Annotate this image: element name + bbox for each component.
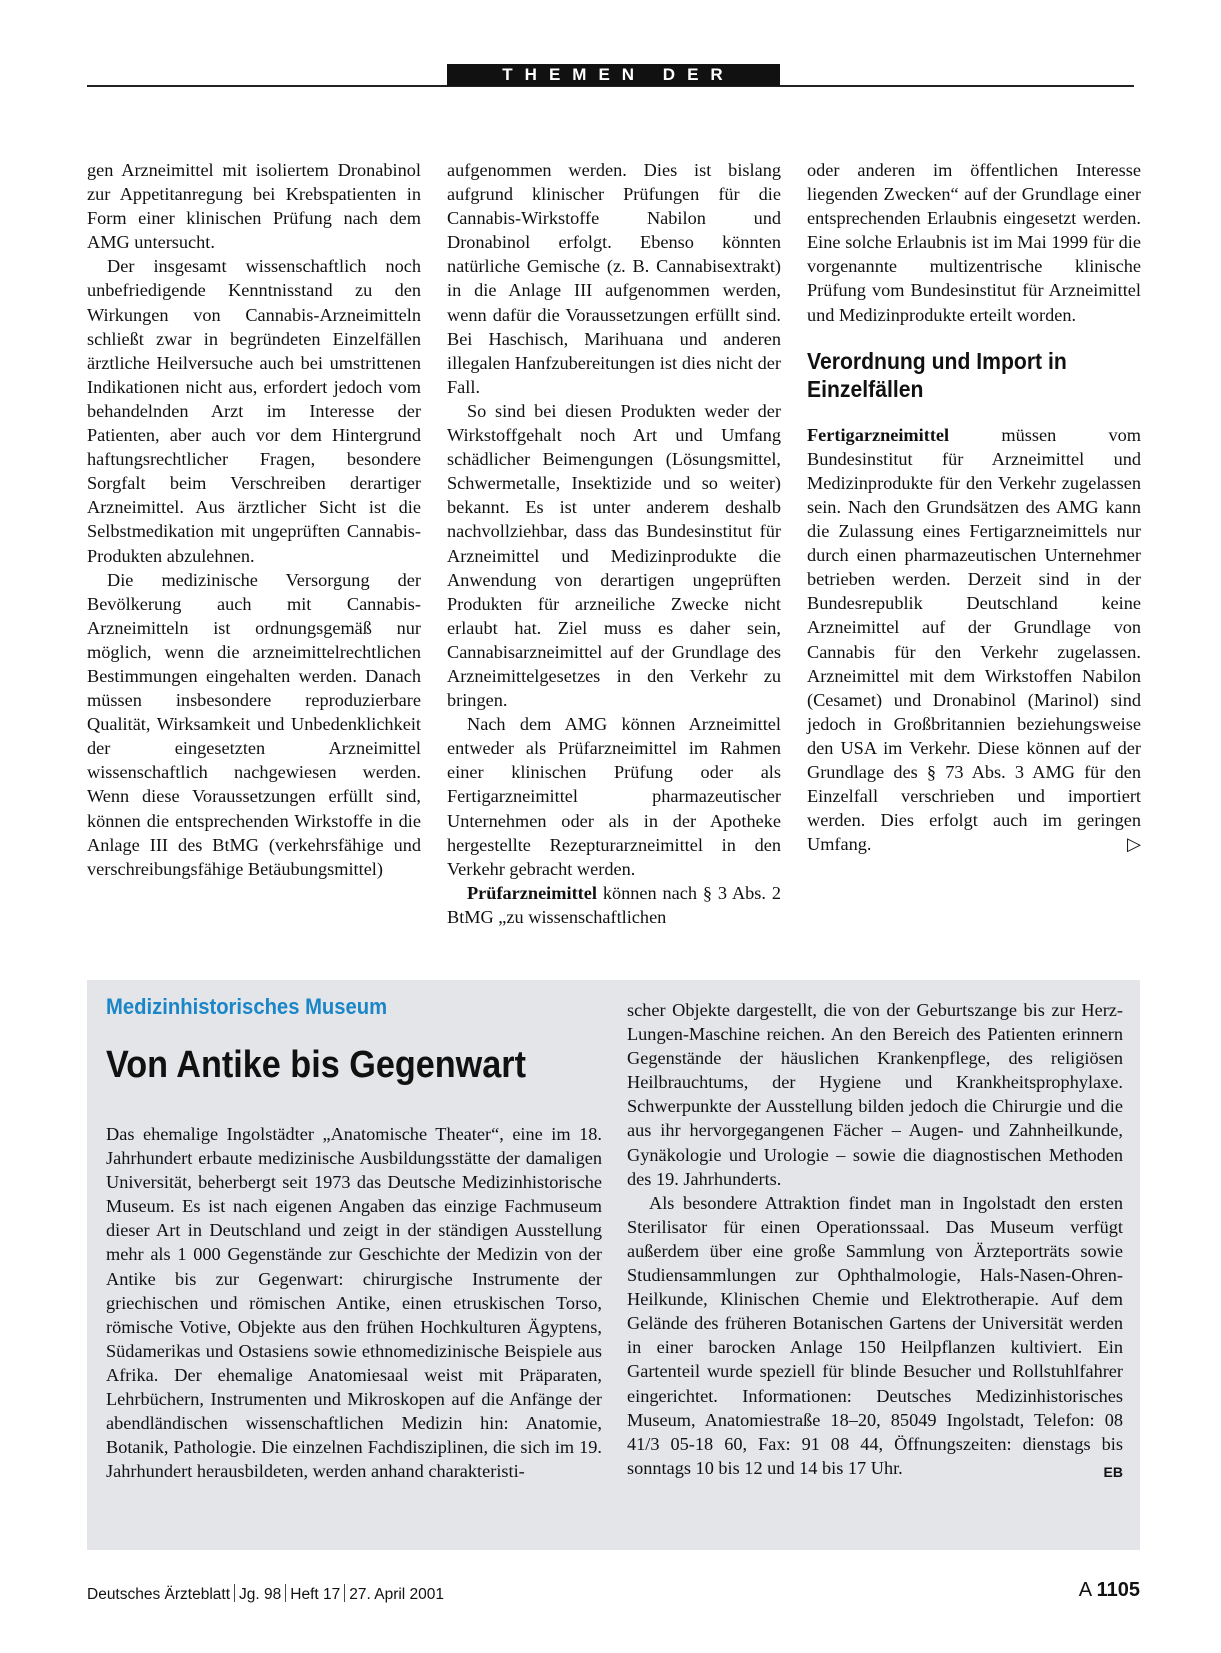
divider — [234, 1584, 235, 1602]
page-number-value: 1105 — [1096, 1579, 1140, 1601]
issue: Heft 17 — [290, 1586, 341, 1603]
box-column-1 — [106, 1122, 602, 1483]
divider — [285, 1584, 286, 1602]
continue-arrow-icon: ▷ — [1126, 834, 1141, 855]
page-prefix: A — [1078, 1579, 1092, 1601]
box-column-2 — [627, 998, 1123, 1484]
section-label: THEMEN DER ZEIT — [447, 64, 780, 86]
paragraph: So sind bei diesen Produkten weder der Wirkstoffgehalt noch Art und Umfang schädlicher Beimengungen (Lösungsmittel, Schwermetalle, Insektizide und so weiter) bekannt. Es ist unter anderem deshalb nachvollziehbar, dass das Bundesinstitut für Arzneimittel und Medizinprodukte die Anwendung von derartigen ungeprüften Produkten für arzneiliche Zwecke nicht erlaubt hat. Ziel muss es daher sein, Cannabisarzneimittel auf der Grundlage des Arzneimittelgesetzes in den Verkehr zu bringen. — [447, 400, 781, 711]
paragraph-text: Als besondere Attraktion findet man in Ingolstadt den ersten Sterilisator für einen Operationssaal. Das Museum verfügt außerdem über eine große Sammlung von Ärzteporträts sowie Studiensammlungen zur Ophthalmologie, Hals-Nasen-Ohren-Heilkunde, Klinischen Chemie und Elektrotherapie. Auf dem Gelände des früheren Botanischen Gartens der Universität werden in einer barocken Anlage 150 Heilpflanzen kultiviert. Ein Gartenteil wurde speziell für blinde Besucher und Rollstuhlfahrer eingerichtet. Informationen: Deutsches Medizinhistorisches Museum, Anatomiestraße 18–20, 85049 Ingolstadt, Telefon: 08 41/3 05-18 60, Fax: 91 08 44, Öffnungszeiten: dienstags bis sonntags 10 bis 12 und 14 bis 17 Uhr. — [627, 1192, 1123, 1478]
subheading: Verordnung und Import in Einzelfällen — [807, 347, 1067, 402]
paragraph: scher Objekte dargestellt, die von der Geburtszange bis zur Herz-Lungen-Maschine reichen. An den Bereich des Patienten erinnern Gegenstände der häuslichen Krankenpflege, des religiösen Heilbrauchtums, der Hygiene und Krankheitsprophylaxe. Schwerpunkte der Ausstellung bilden jedoch die Chirurgie und die aus ihr hervorgegangenen Fächer – Augen- und Zahnheilkunde, Gynäkologie und Urologie – sowie die diagnostischen Methoden des 19. Jahrhunderts. — [627, 1000, 1123, 1189]
paragraph: gen Arzneimittel mit isoliertem Dronabinol zur Appetitanregung bei Krebspatienten in Form einer klinischen Prüfung nach dem AMG untersucht. — [87, 160, 421, 253]
footer — [87, 1584, 444, 1604]
paragraph: aufgenommen werden. Dies ist bislang aufgrund klinischer Prüfungen für die Cannabis-Wirkstoffe Nabilon und Dronabinol erfolgt. Ebenso könnten natürliche Gemische (z. B. Cannabisextrakt) in die Anlage III aufgenommen werden, wenn dafür die Voraussetzungen erfüllt sind. Bei Haschisch, Marihuana und anderen illegalen Hanfzubereitungen ist dies nicht der Fall. — [447, 160, 781, 397]
column-3 — [807, 158, 1141, 856]
journal-name: Deutsches Ärzteblatt — [87, 1586, 231, 1603]
issue-date: 27. April 2001 — [349, 1586, 445, 1603]
bold-term: Prüfarzneimittel — [467, 882, 597, 903]
paragraph: oder anderen im öffentlichen Interesse liegenden Zwecken“ auf der Grundlage einer entsprechenden Erlaubnis eingesetzt werden. Eine solche Erlaubnis ist im Mai 1999 für die vorgenannte multizentrische klinische Prüfung vom Bundesinstitut für Arzneimittel und Medizinprodukte erteilt worden. — [807, 160, 1141, 325]
volume: Jg. 98 — [239, 1586, 282, 1603]
column-1 — [87, 158, 421, 881]
bold-term: Fertigarzneimittel — [807, 424, 950, 445]
paragraph: Der insgesamt wissenschaftlich noch unbefriedigende Kenntnisstand zu den Wirkungen von Cannabis-Arzneimitteln schließt zwar in begründeten Einzelfällen ärztliche Heilversuche auch bei umstrittenen Indikationen nicht aus, erfordert jedoch vom behandelnden Arzt im Interesse der Patienten, aber auch vor dem Hintergrund haftungsrechtlicher Fragen, besondere Sorgfalt beim Verschreiben derartiger Arzneimittel. Aus ärztlicher Sicht ist die Selbstmedikation mit ungeprüften Cannabis-Produkten abzulehnen. — [87, 256, 421, 566]
paragraph — [627, 1191, 1123, 1480]
paragraph — [807, 423, 1141, 857]
divider — [344, 1584, 345, 1602]
column-2 — [447, 158, 781, 929]
paragraph: Nach dem AMG können Arzneimittel entweder als Prüfarzneimittel im Rahmen einer klinischen Prüfung oder als Fertigarzneimittel pharmazeutischer Unternehmen oder als in der Apotheke hergestellte Rezepturarzneimittel in den Verkehr gebracht werden. — [447, 714, 781, 879]
paragraph — [447, 881, 781, 929]
box-kicker: Medizinhistorisches Museum — [106, 994, 388, 1019]
paragraph: Die medizinische Versorgung der Bevölkerung auch mit Cannabis-Arzneimitteln ist ordnungsgemäß nur möglich, wenn die arzneimittelrechtlichen Bestimmungen eingehalten werden. Danach müssen insbesondere reproduzierbare Qualität, Wirksamkeit und Unbedenklichkeit der eingesetzten Arzneimittel wissenschaftlich nachgewiesen werden. Wenn diese Voraussetzungen erfüllt sind, können die entsprechenden Wirkstoffe in die Anlage III des BtMG (verkehrsfähige und verschreibungsfähige Betäubungsmittel) — [87, 569, 421, 879]
museum-box — [87, 980, 1140, 1550]
page-number — [1079, 1579, 1140, 1602]
box-title: Von Antike bis Gegenwart — [106, 1044, 526, 1086]
paragraph-text: können nach § 3 Abs. 2 BtMG „zu wissenschaftlichen — [447, 882, 781, 927]
author-initials: EB — [1103, 1463, 1123, 1480]
paragraph: Das ehemalige Ingolstädter „Anatomische Theater“, eine im 18. Jahrhundert erbaute medizinische Ausbildungsstätte der damaligen Universität, beherbergt seit 1973 das Deutsche Medizinhistorische Museum. Es ist nach eigenen Angaben das einzige Fachmuseum dieser Art in Deutschland und zeigt in der ständigen Ausstellung mehr als 1 000 Gegenstände zur Geschichte der Medizin von der Antike bis zur Gegenwart: chirurgische Instrumente der griechischen und römischen Antike, einen etruskischen Torso, römische Votive, Objekte aus den frühen Hochkulturen Ägyptens, Südamerikas und Ostasiens sowie ethnomedizinische Beispiele aus Afrika. Der ehemalige Anatomiesaal weist mit Präparaten, Lehrbüchern, Instrumenten und Mikroskopen auf die Anfänge der abendländischen wissenschaftlichen Medizin hin: Anatomie, Botanik, Pathologie. Die einzelnen Fachdisziplinen, die sich im 19. Jahrhundert herausbildeten, werden anhand charakteristi- — [106, 1124, 602, 1482]
paragraph-text: müssen vom Bundesinstitut für Arzneimittel und Medizinprodukte für den Verkehr zugelassen sein. Nach den Grundsätzen des AMG kann die Zulassung eines Fertigarzneimittels nur durch einen pharmazeutischen Unternehmer betrieben werden. Derzeit sind in der Bundesrepublik Deutschland keine Arzneimittel auf der Grundlage von Cannabis für den Verkehr zugelassen. Arzneimittel mit dem Wirkstoffen Nabilon (Cesamet) und Dronabinol (Marinol) sind jedoch in Großbritannien beziehungsweise den USA im Verkehr. Diese können auf der Grundlage des § 73 Abs. 3 AMG für den Einzelfall verschrieben und importiert werden. Dies erfolgt auch im geringen Umfang. — [807, 424, 1141, 855]
